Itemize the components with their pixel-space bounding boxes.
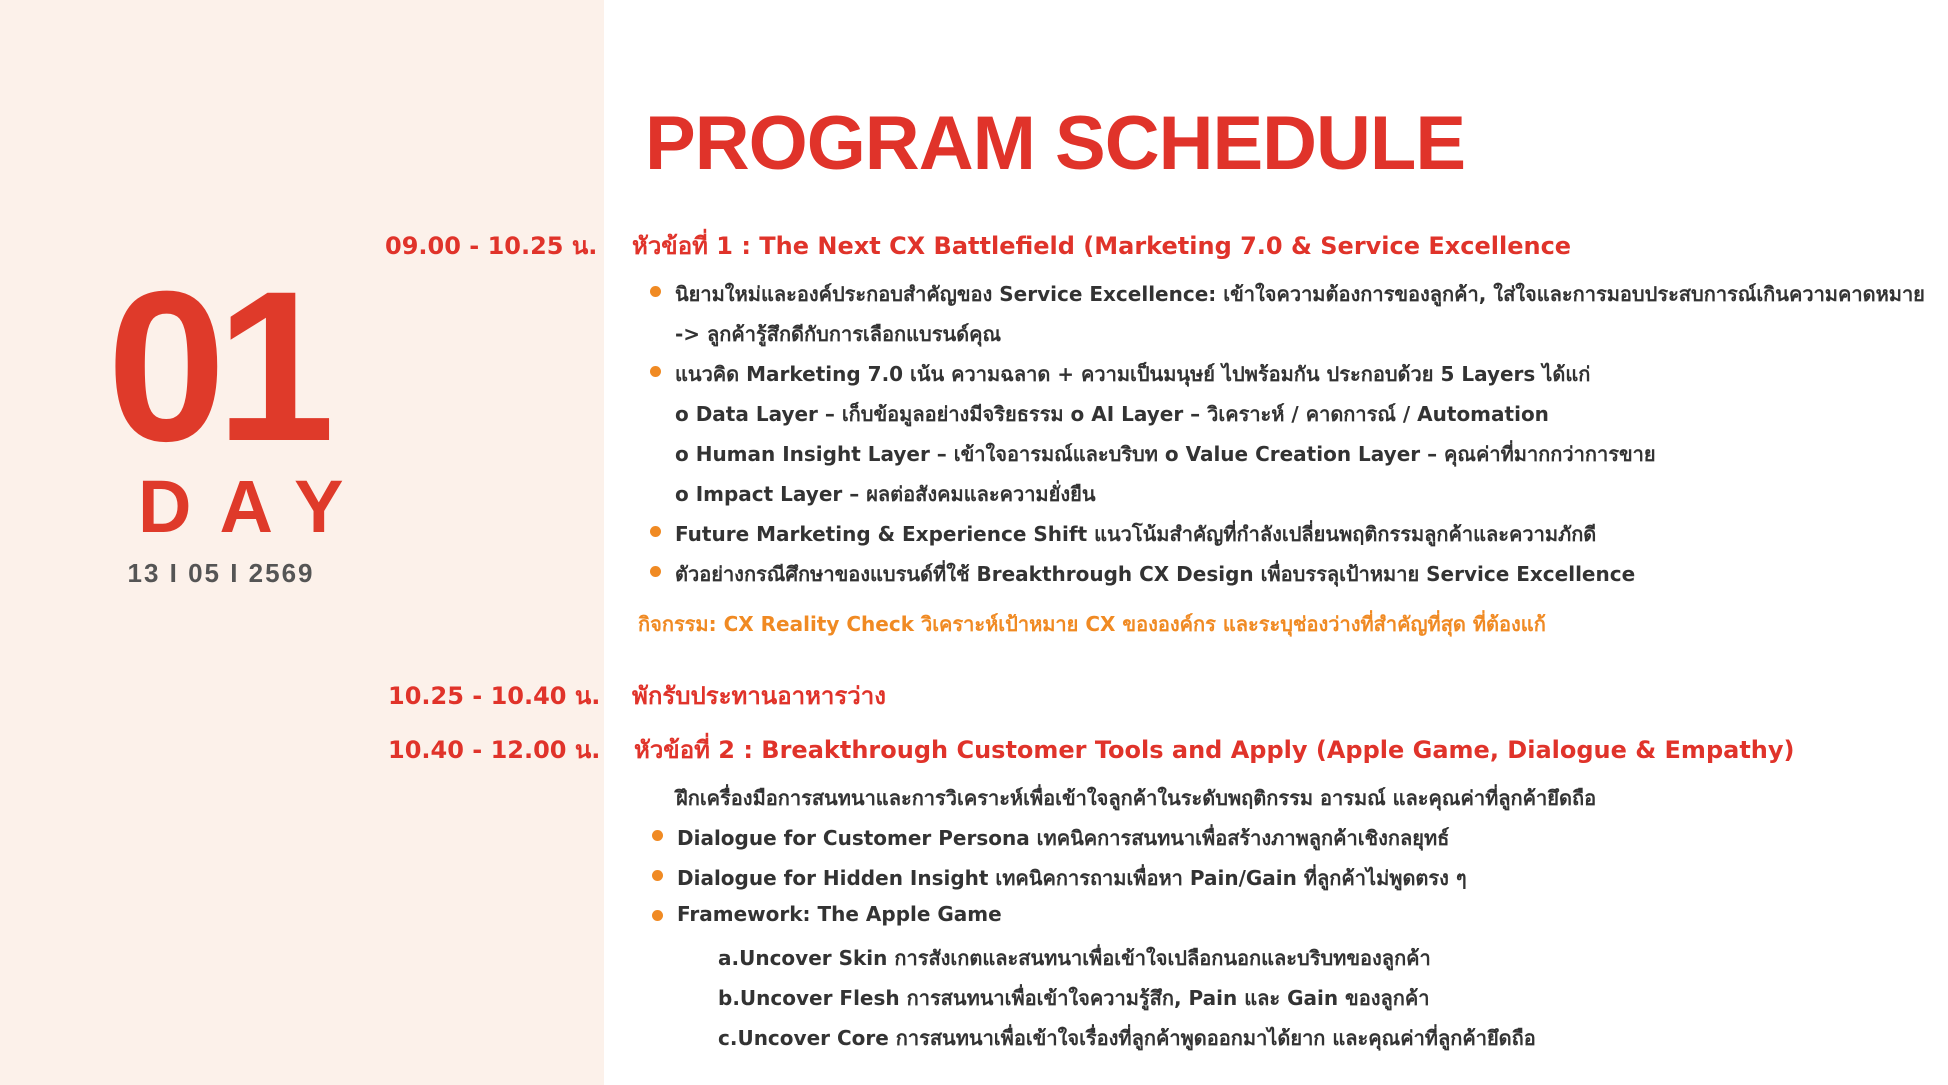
page-title: PROGRAM SCHEDULE	[645, 101, 1466, 186]
session-2-topic: พักรับประทานอาหารว่าง	[632, 682, 886, 710]
session-3-line-3: Dialogue for Hidden Insight เทคนิคการถามเพื่อหา Pain/Gain ที่ลูกค้าไม่พูดตรง ๆ	[677, 866, 1467, 890]
session-3-intro: ฝึกเครื่องมือการสนทนาและการวิเคราะห์เพื่อเข้าใจลูกค้าในระดับพฤติกรรม อารมณ์ และคุณค่าที่ลูกค้ายึดถือ	[676, 786, 1597, 810]
session-1-line-8: ตัวอย่างกรณีศึกษาของแบรนด์ที่ใช้ Breakthrough CX Design เพื่อบรรลุเป้าหมาย Service Excellence	[675, 562, 1636, 586]
session-3-line-4: Framework: The Apple Game	[677, 902, 1002, 926]
bullet-icon	[650, 286, 661, 297]
session-1-activity: กิจกรรม: CX Reality Check วิเคราะห์เป้าหมาย CX ขององค์กร และระบุช่องว่างที่สำคัญที่สุด ที่ต้องแก้	[638, 612, 1546, 636]
session-1-time: 09.00 - 10.25 น.	[385, 232, 598, 260]
day-label: DAY	[138, 465, 372, 548]
day-number: 01	[106, 247, 326, 486]
session-1-line-7: Future Marketing & Experience Shift แนวโน้มสำคัญที่กำลังเปลี่ยนพฤติกรรมลูกค้าและความภักดี	[675, 522, 1597, 546]
session-1-line-1: นิยามใหม่และองค์ประกอบสำคัญของ Service Excellence: เข้าใจความต้องการของลูกค้า, ใส่ใจและการมอบประสบการณ์เกินความคาดหมาย	[675, 282, 1925, 306]
session-1-line-5: o Human Insight Layer – เข้าใจอารมณ์และบริบท o Value Creation Layer – คุณค่าที่มากกว่าการขาย	[675, 442, 1656, 466]
session-1-line-2: -> ลูกค้ารู้สึกดีกับการเลือกแบรนด์คุณ	[675, 322, 1002, 346]
session-3-sub-b: b.Uncover Flesh การสนทนาเพื่อเข้าใจความรู้สึก, Pain และ Gain ของลูกค้า	[718, 986, 1430, 1010]
session-3-sub-c: c.Uncover Core การสนทนาเพื่อเข้าใจเรื่องที่ลูกค้าพูดออกมาได้ยาก และคุณค่าที่ลูกค้ายึดถือ	[718, 1026, 1536, 1050]
bullet-icon	[652, 870, 663, 881]
bullet-icon	[652, 830, 663, 841]
session-3-line-2: Dialogue for Customer Persona เทคนิคการสนทนาเพื่อสร้างภาพลูกค้าเชิงกลยุทธ์	[677, 826, 1450, 850]
session-1-line-4: o Data Layer – เก็บข้อมูลอย่างมีจริยธรรม o AI Layer – วิเคราะห์ / คาดการณ์ / Automation	[675, 402, 1549, 426]
session-1-line-3: แนวคิด Marketing 7.0 เน้น ความฉลาด + ความเป็นมนุษย์ ไปพร้อมกัน ประกอบด้วย 5 Layers ได้แก่	[675, 362, 1591, 386]
bullet-icon	[652, 910, 663, 921]
bullet-icon	[650, 526, 661, 537]
session-3-topic: หัวข้อที่ 2 : Breakthrough Customer Tools and Apply (Apple Game, Dialogue & Empathy)	[634, 736, 1795, 764]
day-date: 13 I 05 I 2569	[127, 558, 315, 588]
session-1-topic: หัวข้อที่ 1 : The Next CX Battlefield (Marketing 7.0 & Service Excellence	[632, 232, 1572, 260]
bullet-icon	[650, 366, 661, 377]
session-3-time: 10.40 - 12.00 น.	[388, 736, 601, 764]
session-2-time: 10.25 - 10.40 น.	[388, 682, 601, 710]
session-1-line-6: o Impact Layer – ผลต่อสังคมและความยั่งยืน	[675, 482, 1096, 506]
session-3-sub-a: a.Uncover Skin การสังเกตและสนทนาเพื่อเข้าใจเปลือกนอกและบริบทของลูกค้า	[718, 946, 1431, 970]
bullet-icon	[650, 566, 661, 577]
